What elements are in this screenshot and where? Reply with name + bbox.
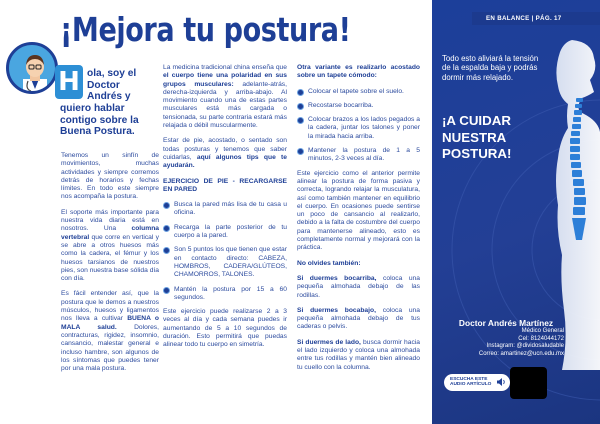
column-2 [163, 64, 287, 357]
col1-paragraph-2: El soporte más importante para nuestra vida diaria está en nosotros. Una columna vertebral que corre en vertical y se abre a otros huesos más como la cadera, el fémur y los huesos tarsianos de nuestros pies, son nuestra base sólida día con día. [61, 208, 159, 283]
side-text: Todo esto aliviará la tensión de la espalda baja y podrás dormir más relajado. [442, 54, 539, 82]
exercise-heading: EJERCICIO DE PIE - RECARGARSE EN PARED [163, 177, 287, 193]
author-email: Correo: amartinez@ucn.edu.mx [478, 350, 564, 357]
col1-paragraph-1: Tenemos un sinfín de movimientos, muchas actividades y siempre corremos detrás de horarios y fechas límites. En todo este siempre nos acompaña la postura. [61, 152, 159, 201]
col2-paragraph-1: La medicina tradicional china enseña que el cuerpo tiene una polaridad en sus grupos musculares: adelante-atrás, derecha-izquierda y arriba-abajo. Al movimiento cuando una de estas partes musculares está más cargada o tensionada, su parte contraria estará más relajada o débil muscularmente. [163, 64, 287, 130]
list-item: Son 5 puntos los que tienen que estar en contacto directo: CABEZA, HOMBROS, CADERA/GLÚTEOS, CHAMORROS, TALONES. [163, 246, 287, 279]
col2-paragraph-2: Estar de pie, acostado, o sentado son todas posturas y tenemos que saber cuidarlas, aquí algunos tips que te ayudarán. [163, 137, 287, 170]
bullet-icon [163, 247, 170, 254]
col1-paragraph-3: Es fácil entender así, que la postura que le demos a nuestros músculos, huesos y ligamentos nos lleva a cultivar BUENA o MALA salud. Dolores, contracturas, rigidez, insomnio, cansancio, malestar general e incluso hambre, son algunos de los síntomas que puedes tener por una mala postura. [61, 290, 160, 373]
author-cel: Cel: 8124044172 [518, 335, 564, 342]
section-tab: EN BALANCE | PÁG. 17 [472, 12, 600, 25]
col3-paragraph-1: Este ejercicio como el anterior permite alinear la postura de forma pasiva y correcta, logrando relajar la musculatura, así como también mantener en equilibrio el cuerpo. En ocasiones puede sentirse un poco de cansancio al realizarlo, debido a la falta de costumbre del cuerpo para mantenerse alineado, esto es completamente normal y mejorará con la práctica. [297, 169, 420, 252]
variant-heading: Otra variante es realizarlo acostado sobre un tapete cómodo: [297, 64, 420, 80]
bullet-icon [297, 117, 304, 124]
intro-initial: H [55, 65, 83, 99]
bullet-icon [297, 89, 304, 96]
list-item: Colocar el tapete sobre el suelo. [297, 88, 420, 96]
list-item: Mantener la postura de 1 a 5 minutos, 2-3 veces al día. [297, 147, 420, 164]
col2-paragraph-3: Este ejercicio puede realizarse 2 a 3 veces al día y cada semana puedes ir aumentando de 5 a 10 segundos de duración. Esto permitirá que puedas alinear todo tu cuerpo en simetría. [163, 308, 287, 349]
audio-article-button[interactable] [444, 374, 510, 391]
list-item: Recarga la parte posterior de tu cuerpo a la pared. [163, 224, 287, 241]
no-olvides-heading: No olvides también: [297, 259, 361, 267]
bullet-icon [163, 287, 170, 294]
bullet-icon [297, 148, 304, 155]
column-1 [61, 152, 159, 380]
tip-de-lado: Si duermes de lado, busca dormir hacia el lado izquierdo y coloca una almohada entre tus rodillas y mantén bien alineado tu cuello con la columna. [297, 338, 420, 371]
tip-bocarriba: Si duermes bocarriba, coloca una pequeña almohada debajo de las rodillas. [297, 274, 420, 299]
author-name: Doctor Andrés Martínez [458, 318, 554, 328]
bullet-icon [163, 202, 170, 209]
speaker-icon [496, 377, 506, 387]
author-box [432, 318, 600, 358]
list-item: Mantén la postura por 15 a 60 segundos. [163, 286, 287, 303]
bullet-icon [163, 225, 170, 232]
author-role: Médico General [521, 328, 564, 334]
intro-text-a: ola, soy el Doctor Andrés y [87, 68, 137, 102]
intro-text-b: quiero hablar contigo sobre la Buena Postura. [60, 103, 139, 137]
audio-label: ESCUCHA ESTE AUDIO ARTÍCULO [450, 377, 492, 388]
tip-bocabajo: Si duermes bocabajo, coloca una pequeña almohada debajo de tus caderas o pelvis. [297, 306, 420, 331]
column-3 [297, 64, 420, 379]
author-instagram: Instagram: @dividosaludable [486, 343, 564, 350]
bullet-icon [297, 103, 304, 110]
side-cta: ¡A CUIDAR NUESTRA POSTURA! [442, 113, 512, 161]
doctor-avatar [6, 42, 58, 94]
list-item: Busca la pared más lisa de tu casa u oficina. [163, 201, 287, 218]
list-item: Recostarse bocarriba. [297, 102, 420, 110]
page-title: ¡Mejora tu postura! [60, 10, 351, 49]
list-item: Colocar brazos a los lados pegados a la cadera, juntar los talones y poner la mirada hacia arriba. [297, 116, 420, 141]
qr-code[interactable] [510, 367, 547, 399]
